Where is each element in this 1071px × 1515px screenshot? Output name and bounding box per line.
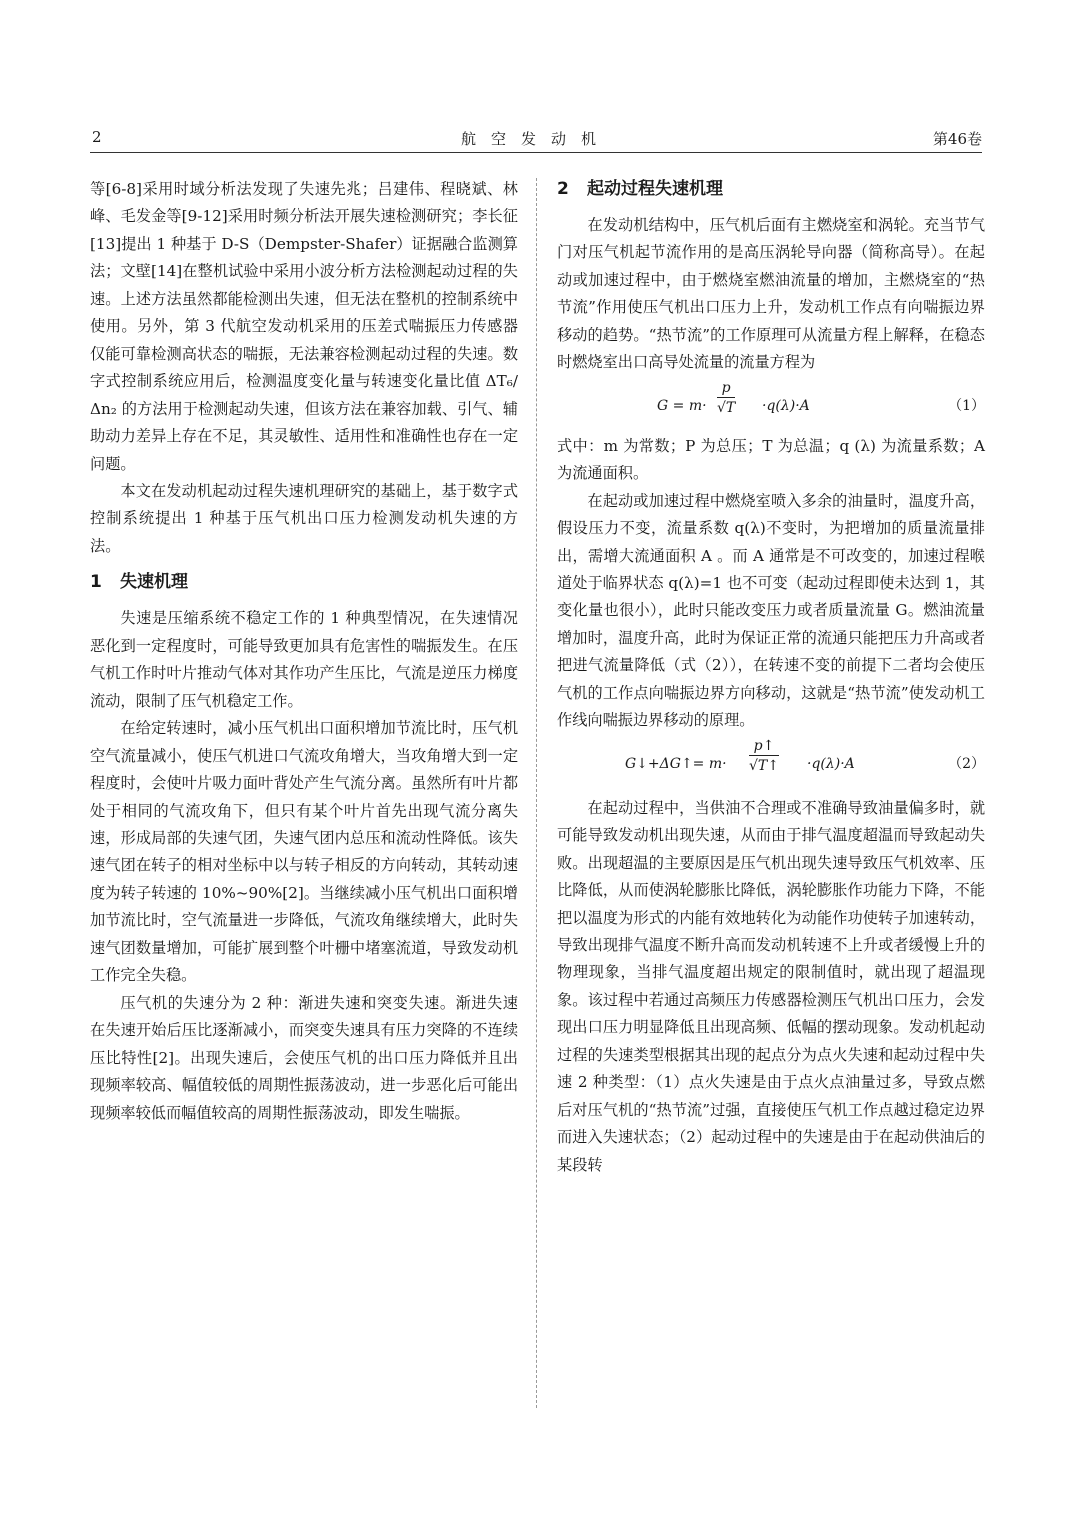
equation-2-denominator: √T↑ bbox=[749, 757, 779, 774]
equation-2-number: （2） bbox=[948, 755, 985, 772]
section-2-paragraph-2: 在起动或加速过程中燃烧室喷入多余的油量时，温度升高，假设压力不变，流量系数 q(λ)不变时，为把增加的质量流量排出，需增大流通面积 A 。而 A 通常是不可改变的，加速过程喉道处于临界状态 q(λ)=1 也不可变（起动过程即使未达到 1，其变化量也很小），此时只能改变压力或者质量流量 G。燃油流量增加时，温度升高，此时为保证正常的流通只能把压力升高或者把进气流量降低（式（2）），在转速不变的前提下二者均会使压气机的工作点向喘振边界方向移动，这就是“热节流”使发动机工作线向喘振边界移动的原理。 bbox=[557, 491, 985, 730]
section-2-paragraph-3: 在起动过程中，当供油不合理或不准确导致油量偏多时，就可能导致发动机出现失速，从而由于排气温度超温而导致起动失败。出现超温的主要原因是压气机出现失速导致压气机效率、压比降低，从而使涡轮膨胀比降低，涡轮膨胀作功能力下降，不能把以温度为形式的内能有效地转化为动能作功使转子加速转动，导致出现排气温度不断升高而发动机转速不上升或者缓慢上升的物理现象，当排气温度超出规定的限制值时，就出现了超温现象。该过程中若通过高频压力传感器检测压气机出口压力，会发现出口压力明显降低且出现高频、低幅的摆动现象。发动机起动过程的失速类型根据其出现的起点分为点火失速和起动过程中失速 2 种类型：（1）点火失速是由于点火点油量过多，导致点燃后对压气机的“热节流”过强，直接使压气机工作点越过稳定边界而进入失速状态；（2）起动过程中的失速是由于在起动供油后的某段转 bbox=[557, 798, 985, 1174]
section-2-heading bbox=[557, 176, 985, 203]
section-1-heading bbox=[90, 569, 518, 596]
equation-1 bbox=[557, 379, 985, 429]
left-column bbox=[90, 176, 518, 1127]
equation-1-rhs: ·q(λ)·A bbox=[762, 397, 810, 414]
section-2-title: 起动过程失速机理 bbox=[587, 179, 723, 199]
right-column bbox=[557, 176, 985, 1179]
page-number: 2 bbox=[92, 128, 102, 146]
running-header bbox=[90, 124, 982, 153]
equation-2 bbox=[557, 737, 985, 791]
section-1-number: 1 bbox=[90, 572, 102, 593]
journal-title: 航空发动机 bbox=[460, 130, 611, 148]
section-1-paragraph-2: 在给定转速时，减小压气机出口面积增加节流比时，压气机空气流量减小，使压气机进口气流攻角增大，当攻角增大到一定程度时，会使叶片吸力面叶背处产生气流分离。虽然所有叶片都处于相同的气流攻角下，但只有某个叶片首先出现气流分离失速，形成局部的失速气团，失速气团内总压和流动性降低。该失速气团在转子的相对坐标中以与转子相反的方向转动，其转动速度为转子转速的 10%~90%[2]。当继续减小压气机出口面积增加节流比时，空气流量进一步降低，气流攻角继续增大，此时失速气团数量增加，可能扩展到整个叶栅中堵塞流道，导致发动机工作完全失稳。 bbox=[90, 719, 518, 985]
equation-2-fraction bbox=[749, 737, 779, 776]
equation-2-numerator: p↑ bbox=[749, 737, 779, 756]
section-2-number: 2 bbox=[557, 179, 569, 199]
intro-paragraph-2: 本文在发动机起动过程失速机理研究的基础上，基于数字式控制系统提出 1 种基于压气机出口压力检测发动机失速的方法。 bbox=[90, 481, 518, 555]
equation-2-lhs: G↓+ΔG↑= m· bbox=[625, 755, 727, 772]
section-1-title: 失速机理 bbox=[120, 572, 188, 593]
equation-2-rhs: ·q(λ)·A bbox=[807, 755, 855, 772]
equation-1-fraction bbox=[717, 379, 735, 418]
section-1-paragraph-3: 压气机的失速分为 2 种：渐进失速和突变失速。渐进失速在失速开始后压比逐渐减小，而突变失速具有压力突降的不连续压比特性[2]。出现失速后，会使压气机的出口压力降低并且出现频率较高、幅值较低的周期性振荡波动，进一步恶化后可能出现频率较低而幅值较高的周期性振荡波动，即发生喘振。 bbox=[90, 993, 518, 1122]
equation-1-where-paragraph: 式中：m 为常数；P 为总压；T 为总温；q (λ) 为流量系数；A 为流通面积。 bbox=[557, 436, 985, 483]
section-2-paragraph-1: 在发动机结构中，压气机后面有主燃烧室和涡轮。充当节气门对压气机起节流作用的是高压涡轮导向器（简称高导）。在起动或加速过程中，由于燃烧室燃油流量的增加，主燃烧室的“热节流”作用使压气机出口压力上升，发动机工作点有向喘振边界移动的趋势。“热节流”的工作原理可从流量方程上解释，在稳态时燃烧室出口高导处流量的流量方程为 bbox=[557, 216, 985, 372]
equation-1-number: （1） bbox=[948, 397, 985, 414]
section-1-paragraph-1: 失速是压缩系统不稳定工作的 1 种典型情况，在失速情况恶化到一定程度时，可能导致更加具有危害性的喘振发生。在压气机工作时叶片推动气体对其作功产生压比，气流是逆压力梯度流动，限制了压气机稳定工作。 bbox=[90, 609, 518, 710]
column-divider bbox=[536, 178, 537, 1408]
intro-continued-paragraph: 等[6-8]采用时域分析法发现了失速先兆；吕建伟、程晓斌、林峰、毛发金等[9-12]采用时频分析法开展失速检测研究；李长征[13]提出 1 种基于 D-S（Dempster-Shafer）证据融合监测算法；文壁[14]在整机试验中采用小波分析方法检测起动过程的失速。上述方法虽然都能检测出失速，但无法在整机的控制系统中使用。另外，第 3 代航空发动机采用的压差式喘振压力传感器仅能可靠检测高状态的喘振，无法兼容检测起动过程的失速。数字式控制系统应用后，检测温度变化量与转速变化量比值 ΔT₆/Δn₂ 的方法用于检测起动失速，但该方法在兼容加载、引气、辅助动力差异上存在不足，其灵敏性、适用性和准确性也存在一定问题。 bbox=[90, 180, 518, 473]
equation-1-numerator: p bbox=[717, 379, 735, 398]
volume-label: 第46卷 bbox=[932, 130, 982, 148]
equation-1-lhs: G = m· bbox=[657, 397, 707, 414]
equation-1-denominator: √T bbox=[717, 399, 736, 416]
